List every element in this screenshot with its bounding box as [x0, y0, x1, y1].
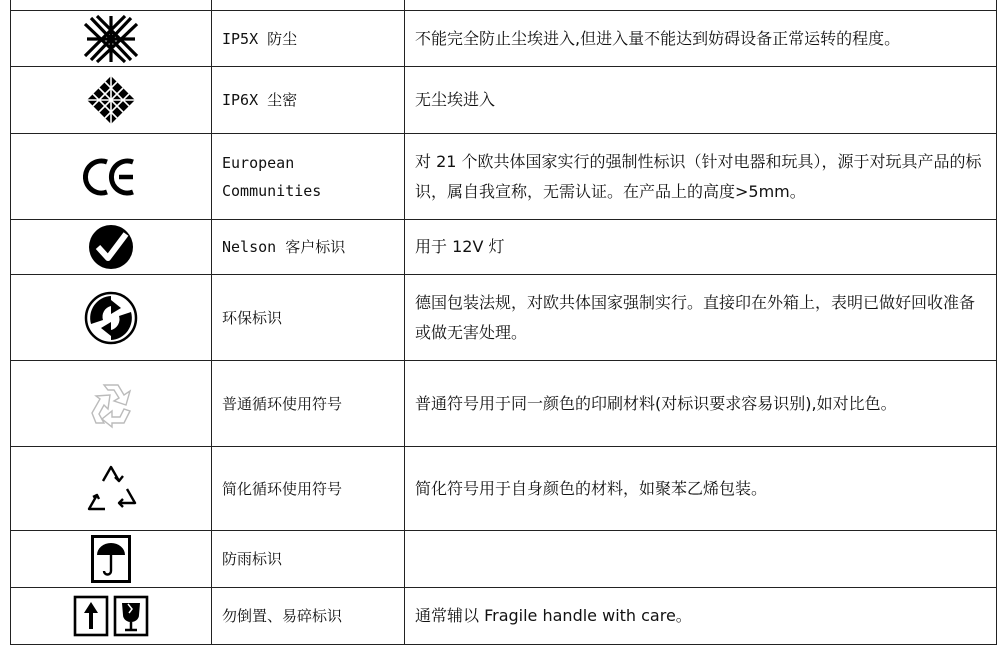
name-cell: 环保标识 [212, 275, 405, 361]
desc-cell: 普通符号用于同一颜色的印刷材料(对标识要求容易识别),如对比色。 [405, 361, 997, 447]
name-cell: IP6X 尘密 [212, 67, 405, 134]
desc-cell: 用于 12V 灯 [405, 220, 997, 275]
table-row [11, 67, 997, 134]
recycle-simplified-icon [83, 461, 139, 517]
icon-cell [11, 275, 212, 361]
icon-cell [11, 588, 212, 645]
table-row [11, 588, 997, 645]
desc-cell: 无尘埃进入 [405, 67, 997, 134]
desc-cell [405, 531, 997, 588]
icon-cell [11, 67, 212, 134]
table-row [11, 447, 997, 531]
icon-cell [11, 447, 212, 531]
table-row [11, 275, 997, 361]
table-row [11, 220, 997, 275]
name-cell: 防雨标识 [212, 531, 405, 588]
umbrella-icon [91, 535, 131, 583]
name-cell: 普通循环使用符号 [212, 361, 405, 447]
desc-cell: 简化符号用于自身颜色的材料，如聚苯乙烯包装。 [405, 447, 997, 531]
table-row [11, 134, 997, 220]
recycle-outline-icon [86, 379, 136, 429]
name-cell [212, 0, 405, 11]
name-cell: European Communities [212, 134, 405, 220]
table-row [11, 11, 997, 67]
icon-cell [11, 0, 212, 11]
desc-cell: 通常辅以 Fragile handle with care。 [405, 588, 997, 645]
ce-mark-icon [83, 156, 139, 198]
checkmark-circle-icon [86, 223, 136, 271]
desc-cell [405, 0, 997, 11]
table-row [11, 361, 997, 447]
symbol-table [10, 0, 997, 645]
name-cell: 勿倒置、易碎标识 [212, 588, 405, 645]
icon-cell [11, 220, 212, 275]
name-cell: Nelson 客户标识 [212, 220, 405, 275]
icon-cell [11, 11, 212, 67]
name-cell: IP5X 防尘 [212, 11, 405, 67]
desc-cell: 不能完全防止尘埃进入,但进入量不能达到妨碍设备正常运转的程度。 [405, 11, 997, 67]
green-dot-icon [83, 290, 139, 346]
diamond-mesh-icon [85, 74, 137, 126]
icon-cell [11, 134, 212, 220]
table-row [11, 531, 997, 588]
desc-cell: 对 21 个欧共体国家实行的强制性标识（针对电器和玩具），源于对玩具产品的标识，属自我宣称，无需认证。在产品上的高度>5mm。 [405, 134, 997, 220]
desc-cell: 德国包装法规，对欧共体国家强制实行。直接印在外箱上，表明已做好回收准备或做无害处理。 [405, 275, 997, 361]
this-way-up-fragile-icon [73, 595, 149, 637]
icon-cell [11, 531, 212, 588]
crosshatch-dust-icon [83, 14, 139, 64]
table-row [11, 0, 997, 11]
name-cell: 简化循环使用符号 [212, 447, 405, 531]
icon-cell [11, 361, 212, 447]
